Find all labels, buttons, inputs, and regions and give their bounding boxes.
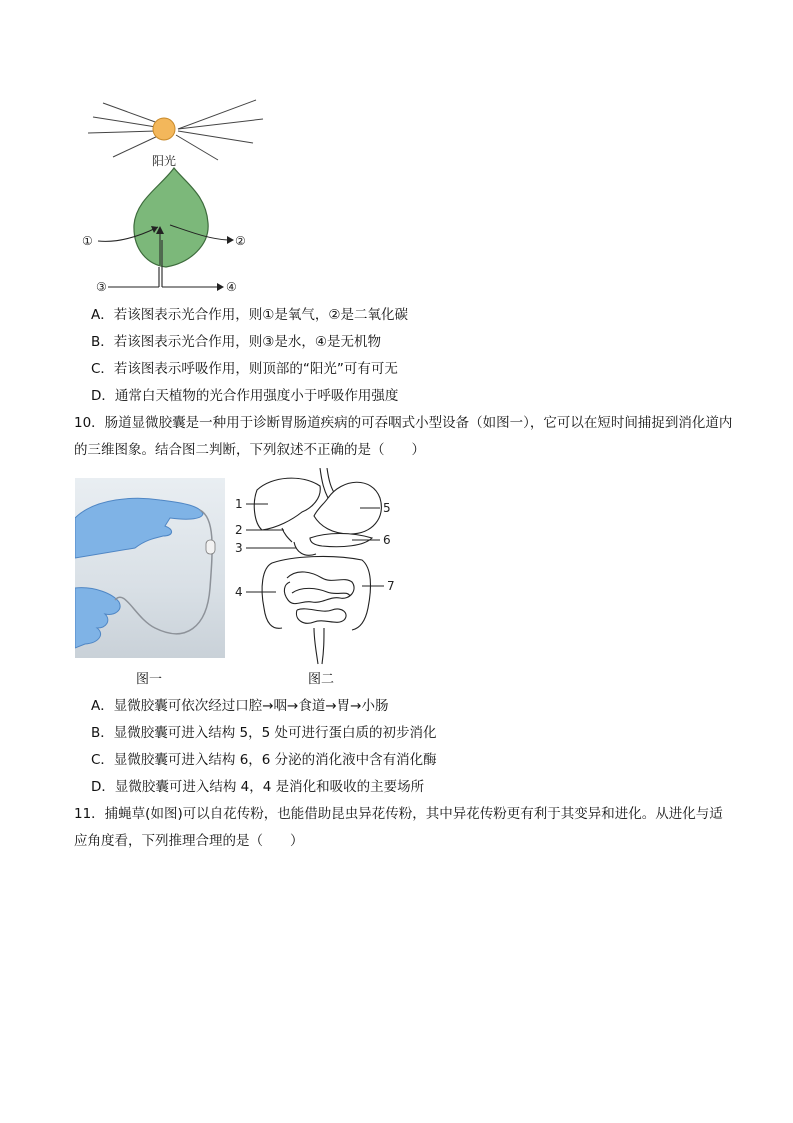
sun-label: 阳光 — [152, 154, 177, 168]
glove-upper — [75, 498, 203, 558]
fig1-caption: 图一 — [136, 672, 163, 687]
fig2-caption: 图二 — [308, 672, 335, 687]
leaf-icon — [134, 168, 208, 267]
q10-option-d: D．显微胶囊可进入结构 4，4 是消化和吸收的主要场所 — [91, 779, 425, 795]
organ-label-2: 2 — [235, 523, 243, 537]
q9-option-b: B．若该图表示光合作用，则③是水，④是无机物 — [91, 334, 381, 350]
q10-stem: 10．肠道显微胶囊是一种用于诊断胃肠道疾病的可吞咽式小型设备（如图一），它可以在短时间捕捉到消化道内的三维图象。结合图二判断，下列叙述不正确的是（ ） — [74, 415, 733, 458]
q10-option-b: B．显微胶囊可进入结构 5，5 处可进行蛋白质的初步消化 — [91, 725, 437, 741]
glove-lower — [75, 588, 120, 648]
marker-4: ④ — [226, 280, 237, 294]
organ-label-6: 6 — [383, 533, 391, 547]
organ-label-3: 3 — [235, 541, 243, 555]
q11-stem: 11．捕蝇草(如图)可以自花传粉，也能借助昆虫异花传粉，其中异花传粉更有利于其变异和进化。从进化与适应角度看，下列推理合理的是（ ） — [74, 806, 723, 849]
q10-option-a: A．显微胶囊可依次经过口腔→咽→食道→胃→小肠 — [91, 698, 389, 714]
marker-1: ① — [82, 234, 93, 248]
organ-label-1: 1 — [235, 497, 243, 511]
q9-option-d: D．通常白天植物的光合作用强度小于呼吸作用强度 — [91, 388, 399, 404]
q10-option-c: C．显微胶囊可进入结构 6，6 分泌的消化液中含有消化酶 — [91, 752, 437, 768]
q9-option-a: A．若该图表示光合作用，则①是氧气，②是二氧化碳 — [91, 307, 408, 323]
capsule-icon — [206, 540, 215, 554]
large-intestine — [262, 556, 370, 630]
marker-2: ② — [235, 234, 246, 248]
sun-rays — [88, 100, 263, 160]
leaf-diagram — [78, 95, 268, 295]
digestive-system-diagram — [232, 468, 402, 668]
organ-label-7: 7 — [387, 579, 395, 593]
capsule-photo — [75, 478, 225, 658]
marker-3: ③ — [96, 280, 107, 294]
q9-option-c: C．若该图表示呼吸作用，则顶部的“阳光”可有可无 — [91, 361, 398, 377]
organ-label-4: 4 — [235, 585, 243, 599]
organ-label-5: 5 — [383, 501, 391, 515]
sun-icon — [153, 118, 175, 140]
